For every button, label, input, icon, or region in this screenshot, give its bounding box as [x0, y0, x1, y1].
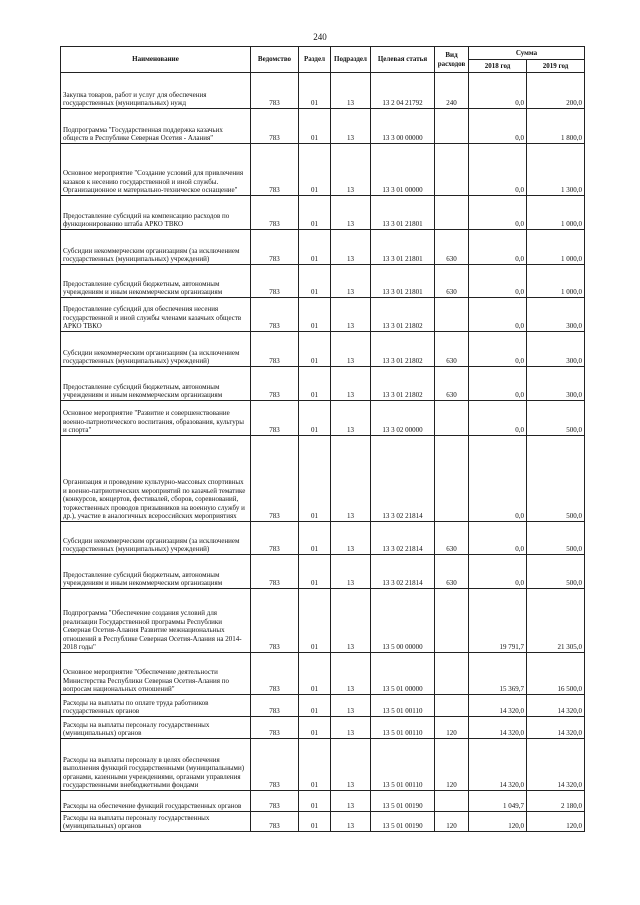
row-sum-2019: 14 320,0	[527, 739, 585, 791]
row-razdel: 01	[299, 739, 331, 791]
row-vedomstvo: 783	[251, 109, 299, 144]
row-razdel: 01	[299, 401, 331, 436]
row-podrazdel: 13	[331, 717, 371, 739]
row-vedomstvo: 783	[251, 73, 299, 109]
row-vedomstvo: 783	[251, 812, 299, 832]
table-row	[61, 589, 585, 653]
header-podrazdel: Подраздел	[331, 47, 371, 73]
header-2019: 2019 год	[527, 60, 585, 73]
row-podrazdel: 13	[331, 73, 371, 109]
row-vedomstvo: 783	[251, 555, 299, 589]
row-sum-2019: 300,0	[527, 298, 585, 332]
row-name: Предоставление субсидий бюджетным, автономным учреждениям и иным некоммерческим организациям	[61, 265, 251, 298]
table-row	[61, 230, 585, 265]
table-row	[61, 812, 585, 832]
table-row	[61, 73, 585, 109]
row-celevaya: 13 3 01 21801	[371, 265, 435, 298]
header-celevaya: Целевая статья	[371, 47, 435, 73]
row-sum-2018: 0,0	[469, 436, 527, 522]
row-name: Подпрограмма "Государственная поддержка казачьих обществ в Республике Северная Осетия - Алания"	[61, 109, 251, 144]
row-razdel: 01	[299, 695, 331, 717]
row-vedomstvo: 783	[251, 436, 299, 522]
row-vedomstvo: 783	[251, 367, 299, 401]
table-row	[61, 695, 585, 717]
row-vid	[435, 589, 469, 653]
row-sum-2019: 16 500,0	[527, 653, 585, 695]
row-vedomstvo: 783	[251, 265, 299, 298]
row-razdel: 01	[299, 196, 331, 230]
row-name: Расходы на выплаты персоналу государственных (муниципальных) органов	[61, 812, 251, 832]
row-vid	[435, 653, 469, 695]
row-name: Подпрограмма "Обеспечение создания условий для реализации Государственной программы Республики Северная Осетия-Алания Развитие межнациональных отношений в Республике Северная Осетия-Алания на 2014-2018 годы"	[61, 589, 251, 653]
table-row	[61, 265, 585, 298]
row-name: Основное мероприятие "Обеспечение деятельности Министерства Республики Северная Осетия-Алания по вопросам национальных отношений"	[61, 653, 251, 695]
row-vid	[435, 144, 469, 196]
row-vedomstvo: 783	[251, 230, 299, 265]
row-celevaya: 13 5 01 00110	[371, 695, 435, 717]
header-2018: 2018 год	[469, 60, 527, 73]
row-name: Предоставление субсидий бюджетным, автономным учреждениям и иным некоммерческим организациям	[61, 367, 251, 401]
budget-table	[60, 46, 585, 832]
row-name: Расходы на выплаты персоналу в целях обеспечения выполнения функций государственными (муниципальными) органами, казенными учреждениями, органами управления государственными внебюджетными фондами	[61, 739, 251, 791]
row-sum-2018: 19 791,7	[469, 589, 527, 653]
row-sum-2018: 120,0	[469, 812, 527, 832]
row-vedomstvo: 783	[251, 196, 299, 230]
row-podrazdel: 13	[331, 653, 371, 695]
header-summa: Сумма	[469, 47, 585, 60]
row-sum-2019: 1 000,0	[527, 230, 585, 265]
row-razdel: 01	[299, 230, 331, 265]
row-sum-2018: 0,0	[469, 367, 527, 401]
header-vid: Вид расходов	[435, 47, 469, 73]
row-sum-2018: 0,0	[469, 265, 527, 298]
row-razdel: 01	[299, 589, 331, 653]
header-name: Наименование	[61, 47, 251, 73]
row-vid: 630	[435, 522, 469, 555]
row-vedomstvo: 783	[251, 332, 299, 367]
row-razdel: 01	[299, 436, 331, 522]
row-sum-2018: 14 320,0	[469, 717, 527, 739]
row-podrazdel: 13	[331, 555, 371, 589]
table-row	[61, 436, 585, 522]
row-sum-2019: 120,0	[527, 812, 585, 832]
table-row	[61, 401, 585, 436]
row-sum-2019: 14 320,0	[527, 695, 585, 717]
row-celevaya: 13 3 01 21802	[371, 298, 435, 332]
row-celevaya: 13 3 02 21814	[371, 522, 435, 555]
row-sum-2019: 500,0	[527, 555, 585, 589]
table-row	[61, 717, 585, 739]
row-razdel: 01	[299, 265, 331, 298]
row-podrazdel: 13	[331, 436, 371, 522]
row-celevaya: 13 3 01 21801	[371, 230, 435, 265]
header-razdel: Раздел	[299, 47, 331, 73]
row-sum-2018: 0,0	[469, 230, 527, 265]
header-vedomstvo: Ведомство	[251, 47, 299, 73]
row-sum-2018: 0,0	[469, 298, 527, 332]
row-sum-2019: 200,0	[527, 73, 585, 109]
row-podrazdel: 13	[331, 230, 371, 265]
row-razdel: 01	[299, 653, 331, 695]
row-razdel: 01	[299, 144, 331, 196]
row-sum-2019: 2 180,0	[527, 791, 585, 812]
row-name: Субсидии некоммерческим организациям (за исключением государственных (муниципальных) учреждений)	[61, 522, 251, 555]
row-sum-2018: 1 049,7	[469, 791, 527, 812]
row-podrazdel: 13	[331, 401, 371, 436]
row-podrazdel: 13	[331, 367, 371, 401]
row-name: Расходы на обеспечение функций государственных органов	[61, 791, 251, 812]
row-podrazdel: 13	[331, 791, 371, 812]
row-vid	[435, 695, 469, 717]
row-celevaya: 13 2 04 21792	[371, 73, 435, 109]
row-name: Закупка товаров, работ и услуг для обеспечения государственных (муниципальных) нужд	[61, 73, 251, 109]
row-name: Субсидии некоммерческим организациям (за исключением государственных (муниципальных) учреждений)	[61, 230, 251, 265]
row-vedomstvo: 783	[251, 144, 299, 196]
row-razdel: 01	[299, 791, 331, 812]
row-vid	[435, 791, 469, 812]
row-vid: 120	[435, 812, 469, 832]
row-vedomstvo: 783	[251, 739, 299, 791]
row-razdel: 01	[299, 555, 331, 589]
row-vid: 630	[435, 230, 469, 265]
row-podrazdel: 13	[331, 144, 371, 196]
row-sum-2019: 300,0	[527, 332, 585, 367]
row-name: Расходы на выплаты персоналу государственных (муниципальных) органов	[61, 717, 251, 739]
row-razdel: 01	[299, 367, 331, 401]
row-celevaya: 13 5 01 00110	[371, 717, 435, 739]
row-sum-2019: 500,0	[527, 401, 585, 436]
row-sum-2019: 1 000,0	[527, 196, 585, 230]
row-name: Предоставление субсидий на компенсацию расходов по функционированию штаба АРКО ТВКО	[61, 196, 251, 230]
row-celevaya: 13 3 01 00000	[371, 144, 435, 196]
table-row	[61, 332, 585, 367]
row-celevaya: 13 3 02 21814	[371, 555, 435, 589]
row-celevaya: 13 5 01 00110	[371, 739, 435, 791]
row-vid	[435, 436, 469, 522]
table-row	[61, 298, 585, 332]
row-celevaya: 13 3 02 21814	[371, 436, 435, 522]
row-vid	[435, 298, 469, 332]
row-sum-2018: 0,0	[469, 332, 527, 367]
row-name: Основное мероприятие "Развитие и совершенствование военно-патриотического воспитания, образования, культуры и спорта"	[61, 401, 251, 436]
table-row	[61, 109, 585, 144]
row-sum-2018: 0,0	[469, 109, 527, 144]
row-name: Субсидии некоммерческим организациям (за исключением государственных (муниципальных) учреждений)	[61, 332, 251, 367]
row-celevaya: 13 5 00 00000	[371, 589, 435, 653]
row-vid: 630	[435, 367, 469, 401]
row-razdel: 01	[299, 522, 331, 555]
row-celevaya: 13 3 01 21802	[371, 332, 435, 367]
row-vid: 120	[435, 717, 469, 739]
row-podrazdel: 13	[331, 332, 371, 367]
row-sum-2018: 14 320,0	[469, 739, 527, 791]
row-vid: 630	[435, 265, 469, 298]
row-name: Расходы на выплаты по оплате труда работников государственных органов	[61, 695, 251, 717]
table-row	[61, 653, 585, 695]
row-sum-2018: 0,0	[469, 555, 527, 589]
row-podrazdel: 13	[331, 196, 371, 230]
row-vid: 120	[435, 739, 469, 791]
row-podrazdel: 13	[331, 812, 371, 832]
row-sum-2019: 500,0	[527, 436, 585, 522]
row-razdel: 01	[299, 332, 331, 367]
row-name: Основное мероприятие "Создание условий для привлечения казаков к несению государственной и иной службы. Организационное и материально-техническое оснащение"	[61, 144, 251, 196]
table-row	[61, 739, 585, 791]
row-celevaya: 13 3 01 21801	[371, 196, 435, 230]
row-sum-2019: 500,0	[527, 522, 585, 555]
row-vedomstvo: 783	[251, 717, 299, 739]
row-podrazdel: 13	[331, 265, 371, 298]
row-razdel: 01	[299, 298, 331, 332]
row-sum-2018: 15 369,7	[469, 653, 527, 695]
row-razdel: 01	[299, 73, 331, 109]
table-row	[61, 791, 585, 812]
table-row	[61, 196, 585, 230]
row-vedomstvo: 783	[251, 298, 299, 332]
row-vedomstvo: 783	[251, 695, 299, 717]
row-sum-2019: 14 320,0	[527, 717, 585, 739]
row-sum-2018: 0,0	[469, 401, 527, 436]
row-vedomstvo: 783	[251, 653, 299, 695]
row-podrazdel: 13	[331, 298, 371, 332]
row-vedomstvo: 783	[251, 589, 299, 653]
row-razdel: 01	[299, 109, 331, 144]
row-name: Предоставление субсидий для обеспечения несения государственной и иной службы членами казачьих обществ АРКО ТВКО	[61, 298, 251, 332]
row-podrazdel: 13	[331, 739, 371, 791]
row-podrazdel: 13	[331, 109, 371, 144]
row-name: Организация и проведение культурно-массовых спортивных и военно-патриотических мероприятий по казачьей тематике (конкурсов, концертов, фестивалей, сборов, соревнований, торжественных проводов призывников на военную службу и др.), участие в аналогичных всероссийских мероприятиях	[61, 436, 251, 522]
row-celevaya: 13 5 01 00190	[371, 812, 435, 832]
row-sum-2018: 0,0	[469, 522, 527, 555]
row-sum-2018: 0,0	[469, 144, 527, 196]
row-razdel: 01	[299, 812, 331, 832]
row-sum-2019: 1 000,0	[527, 265, 585, 298]
row-vid	[435, 109, 469, 144]
table-row	[61, 555, 585, 589]
row-vid	[435, 196, 469, 230]
row-sum-2019: 300,0	[527, 367, 585, 401]
row-celevaya: 13 5 01 00000	[371, 653, 435, 695]
row-sum-2019: 1 300,0	[527, 144, 585, 196]
table-row	[61, 522, 585, 555]
row-vedomstvo: 783	[251, 522, 299, 555]
row-sum-2019: 21 305,0	[527, 589, 585, 653]
row-celevaya: 13 3 02 00000	[371, 401, 435, 436]
row-vid: 630	[435, 555, 469, 589]
table-row	[61, 367, 585, 401]
row-vid: 630	[435, 332, 469, 367]
row-sum-2018: 0,0	[469, 73, 527, 109]
table-row	[61, 144, 585, 196]
row-sum-2018: 14 320,0	[469, 695, 527, 717]
row-vid: 240	[435, 73, 469, 109]
row-vedomstvo: 783	[251, 791, 299, 812]
row-podrazdel: 13	[331, 522, 371, 555]
page-number: 240	[313, 32, 327, 42]
row-sum-2018: 0,0	[469, 196, 527, 230]
row-vid	[435, 401, 469, 436]
row-celevaya: 13 3 01 21802	[371, 367, 435, 401]
row-sum-2019: 1 800,0	[527, 109, 585, 144]
row-name: Предоставление субсидий бюджетным, автономным учреждениям и иным некоммерческим организациям	[61, 555, 251, 589]
row-celevaya: 13 5 01 00190	[371, 791, 435, 812]
row-podrazdel: 13	[331, 695, 371, 717]
row-vedomstvo: 783	[251, 401, 299, 436]
row-celevaya: 13 3 00 00000	[371, 109, 435, 144]
row-podrazdel: 13	[331, 589, 371, 653]
row-razdel: 01	[299, 717, 331, 739]
